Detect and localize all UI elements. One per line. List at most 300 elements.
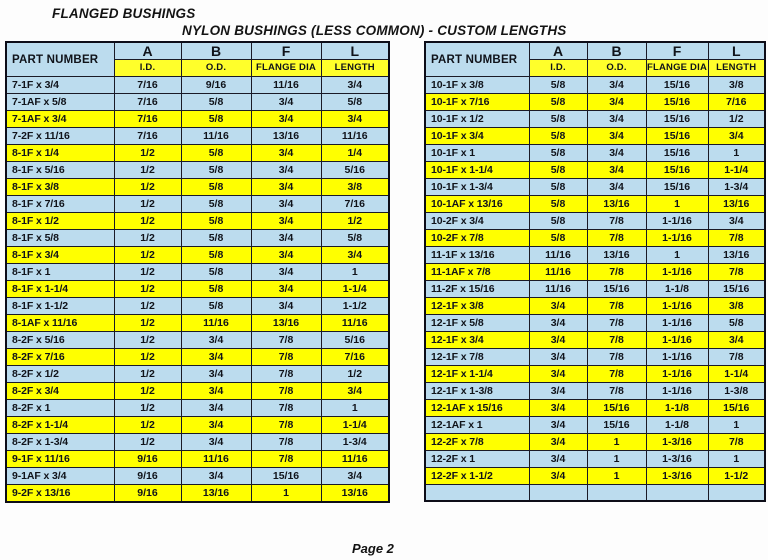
cell-part-number: 9-1F x 11/16 [6, 451, 114, 468]
header-desc-length: LENGTH [708, 60, 765, 77]
table-row [6, 349, 389, 366]
cell-id: 3/4 [529, 332, 587, 349]
cell-part-number: 8-1F x 1/2 [6, 213, 114, 230]
cell-od: 7/8 [587, 298, 646, 315]
cell-length: 7/8 [708, 349, 765, 366]
cell-part-number: 12-1F x 1-3/8 [425, 383, 529, 400]
cell-flange-dia: 1-1/16 [646, 230, 708, 247]
cell-flange-dia [646, 485, 708, 502]
cell-flange-dia: 1-1/16 [646, 383, 708, 400]
cell-part-number: 8-2F x 7/16 [6, 349, 114, 366]
cell-length: 11/16 [321, 451, 389, 468]
cell-od: 3/4 [587, 77, 646, 94]
cell-part-number: 9-1AF x 3/4 [6, 468, 114, 485]
cell-id: 1/2 [114, 366, 181, 383]
cell-od: 5/8 [181, 247, 251, 264]
cell-id: 9/16 [114, 468, 181, 485]
cell-id: 3/4 [529, 400, 587, 417]
table-row [425, 230, 765, 247]
cell-part-number: 12-1F x 3/8 [425, 298, 529, 315]
cell-part-number: 8-1F x 3/8 [6, 179, 114, 196]
cell-od: 3/4 [181, 366, 251, 383]
cell-part-number: 10-1F x 1-1/4 [425, 162, 529, 179]
cell-id: 3/4 [529, 451, 587, 468]
table-row [6, 417, 389, 434]
cell-od: 3/4 [181, 383, 251, 400]
table-header-left [6, 42, 389, 77]
header-letter-l: L [708, 42, 765, 60]
table-row [6, 485, 389, 503]
table-row [6, 128, 389, 145]
cell-length: 5/16 [321, 332, 389, 349]
cell-od: 5/8 [181, 298, 251, 315]
cell-flange-dia: 13/16 [251, 128, 321, 145]
header-letter-l: L [321, 42, 389, 60]
cell-length [708, 485, 765, 502]
header-letter-f: F [251, 42, 321, 60]
header-row-letters [425, 42, 765, 60]
table-row [6, 196, 389, 213]
cell-flange-dia: 3/4 [251, 230, 321, 247]
cell-id: 5/8 [529, 128, 587, 145]
cell-length: 3/4 [321, 468, 389, 485]
cell-flange-dia: 3/4 [251, 145, 321, 162]
cell-part-number: 12-2F x 7/8 [425, 434, 529, 451]
cell-length: 13/16 [708, 196, 765, 213]
cell-part-number: 12-1AF x 1 [425, 417, 529, 434]
cell-flange-dia: 1-1/16 [646, 315, 708, 332]
cell-id: 9/16 [114, 451, 181, 468]
cell-part-number: 12-1F x 5/8 [425, 315, 529, 332]
cell-part-number: 10-1F x 1/2 [425, 111, 529, 128]
cell-id: 1/2 [114, 213, 181, 230]
cell-length: 1/2 [708, 111, 765, 128]
header-desc-length: LENGTH [321, 60, 389, 77]
cell-flange-dia: 1-1/8 [646, 400, 708, 417]
table-row [425, 145, 765, 162]
page-title-flanged-bushings: FLANGED BUSHINGS [52, 6, 196, 21]
cell-od: 7/8 [587, 332, 646, 349]
cell-id: 3/4 [529, 349, 587, 366]
cell-part-number: 8-1F x 3/4 [6, 247, 114, 264]
cell-part-number: 8-1F x 1/4 [6, 145, 114, 162]
table-row [425, 434, 765, 451]
cell-part-number: 11-2F x 15/16 [425, 281, 529, 298]
cell-part-number: 9-2F x 13/16 [6, 485, 114, 503]
cell-length: 1-1/4 [321, 281, 389, 298]
cell-part-number: 10-1F x 3/8 [425, 77, 529, 94]
cell-part-number: 11-1F x 13/16 [425, 247, 529, 264]
cell-flange-dia: 7/8 [251, 417, 321, 434]
cell-length: 1-1/4 [321, 417, 389, 434]
cell-flange-dia: 1-1/8 [646, 281, 708, 298]
cell-length: 7/8 [708, 264, 765, 281]
cell-id: 1/2 [114, 400, 181, 417]
cell-od: 3/4 [587, 162, 646, 179]
cell-id: 5/8 [529, 77, 587, 94]
cell-flange-dia: 7/8 [251, 451, 321, 468]
cell-flange-dia: 11/16 [251, 77, 321, 94]
cell-part-number: 10-1F x 7/16 [425, 94, 529, 111]
cell-flange-dia: 3/4 [251, 298, 321, 315]
cell-part-number: 8-2F x 5/16 [6, 332, 114, 349]
cell-od: 3/4 [587, 128, 646, 145]
cell-od: 7/8 [587, 383, 646, 400]
table-row [425, 264, 765, 281]
cell-flange-dia: 3/4 [251, 247, 321, 264]
cell-flange-dia: 3/4 [251, 196, 321, 213]
cell-length: 3/4 [708, 128, 765, 145]
cell-part-number: 12-2F x 1 [425, 451, 529, 468]
cell-flange-dia: 1-3/16 [646, 451, 708, 468]
header-row-letters [6, 42, 389, 60]
cell-length: 3/8 [321, 179, 389, 196]
header-letter-b: B [587, 42, 646, 60]
cell-flange-dia: 1 [646, 247, 708, 264]
cell-id: 7/16 [114, 128, 181, 145]
cell-length: 1-1/4 [708, 366, 765, 383]
table-row [6, 400, 389, 417]
cell-flange-dia: 3/4 [251, 281, 321, 298]
table-row [425, 485, 765, 502]
cell-od: 5/8 [181, 94, 251, 111]
cell-flange-dia: 7/8 [251, 349, 321, 366]
table-row [425, 111, 765, 128]
cell-od: 13/16 [587, 247, 646, 264]
table-row [6, 298, 389, 315]
cell-length: 1-1/2 [708, 468, 765, 485]
cell-part-number: 10-1F x 3/4 [425, 128, 529, 145]
cell-length: 15/16 [708, 281, 765, 298]
cell-part-number: 8-1F x 1-1/2 [6, 298, 114, 315]
cell-flange-dia: 1-1/16 [646, 332, 708, 349]
cell-flange-dia: 15/16 [646, 179, 708, 196]
cell-part-number: 8-2F x 3/4 [6, 383, 114, 400]
cell-id: 5/8 [529, 145, 587, 162]
cell-od: 13/16 [587, 196, 646, 213]
table-row [6, 315, 389, 332]
table-row [425, 281, 765, 298]
page-subtitle-nylon-bushings: NYLON BUSHINGS (LESS COMMON) - CUSTOM LENGTHS [182, 23, 567, 38]
table-row [6, 77, 389, 94]
table-row [6, 383, 389, 400]
header-desc-flange-dia: FLANGE DIA [646, 60, 708, 77]
cell-length: 5/16 [321, 162, 389, 179]
header-letter-f: F [646, 42, 708, 60]
table-row [425, 77, 765, 94]
cell-part-number: 8-2F x 1 [6, 400, 114, 417]
cell-part-number: 8-1F x 1-1/4 [6, 281, 114, 298]
cell-od: 1 [587, 451, 646, 468]
table-row [6, 366, 389, 383]
cell-od: 11/16 [181, 128, 251, 145]
cell-id [529, 485, 587, 502]
cell-length: 7/8 [708, 230, 765, 247]
cell-od: 11/16 [181, 315, 251, 332]
cell-id: 7/16 [114, 77, 181, 94]
table-row [6, 94, 389, 111]
table-row [425, 213, 765, 230]
cell-od: 7/8 [587, 315, 646, 332]
cell-id: 5/8 [529, 179, 587, 196]
table-row [6, 213, 389, 230]
header-desc-flange-dia: FLANGE DIA [251, 60, 321, 77]
cell-id: 3/4 [529, 298, 587, 315]
cell-id: 5/8 [529, 196, 587, 213]
cell-flange-dia: 3/4 [251, 111, 321, 128]
cell-id: 1/2 [114, 349, 181, 366]
cell-length: 3/4 [321, 247, 389, 264]
cell-length: 3/8 [708, 77, 765, 94]
cell-length: 1-1/2 [321, 298, 389, 315]
cell-id: 1/2 [114, 264, 181, 281]
cell-flange-dia: 1-1/16 [646, 298, 708, 315]
cell-length: 13/16 [708, 247, 765, 264]
cell-flange-dia: 1 [251, 485, 321, 503]
table-row [425, 468, 765, 485]
table-row [425, 179, 765, 196]
cell-id: 1/2 [114, 230, 181, 247]
cell-flange-dia: 1 [646, 196, 708, 213]
cell-length: 3/4 [321, 383, 389, 400]
cell-flange-dia: 15/16 [646, 162, 708, 179]
cell-part-number: 10-1AF x 13/16 [425, 196, 529, 213]
cell-length: 1/2 [321, 213, 389, 230]
cell-part-number: 8-2F x 1-1/4 [6, 417, 114, 434]
cell-flange-dia: 7/8 [251, 383, 321, 400]
cell-part-number: 12-2F x 1-1/2 [425, 468, 529, 485]
cell-flange-dia: 3/4 [251, 179, 321, 196]
cell-od: 3/4 [181, 400, 251, 417]
cell-part-number: 10-1F x 1-3/4 [425, 179, 529, 196]
table-row [425, 315, 765, 332]
cell-flange-dia: 3/4 [251, 213, 321, 230]
bushing-table-left [5, 41, 390, 503]
cell-od: 3/4 [587, 179, 646, 196]
cell-length: 1/4 [321, 145, 389, 162]
cell-od: 3/4 [587, 111, 646, 128]
table-row [6, 468, 389, 485]
cell-length: 5/8 [321, 230, 389, 247]
cell-part-number: 12-1F x 3/4 [425, 332, 529, 349]
cell-od: 3/4 [181, 332, 251, 349]
cell-od: 5/8 [181, 179, 251, 196]
cell-od: 5/8 [181, 281, 251, 298]
cell-od: 5/8 [181, 145, 251, 162]
cell-flange-dia: 1-1/16 [646, 264, 708, 281]
cell-id: 3/4 [529, 366, 587, 383]
header-letter-a: A [114, 42, 181, 60]
cell-part-number: 10-2F x 3/4 [425, 213, 529, 230]
cell-flange-dia: 15/16 [646, 94, 708, 111]
header-desc-id: I.D. [529, 60, 587, 77]
table-body-left [6, 77, 389, 503]
cell-part-number: 10-2F x 7/8 [425, 230, 529, 247]
cell-od: 15/16 [587, 281, 646, 298]
cell-length: 7/16 [708, 94, 765, 111]
cell-part-number: 8-1F x 5/16 [6, 162, 114, 179]
cell-length: 15/16 [708, 400, 765, 417]
table-row [6, 281, 389, 298]
cell-length: 3/4 [321, 111, 389, 128]
cell-od: 15/16 [587, 400, 646, 417]
cell-flange-dia: 15/16 [251, 468, 321, 485]
table-row [425, 451, 765, 468]
cell-part-number: 8-1F x 7/16 [6, 196, 114, 213]
cell-od: 7/8 [587, 349, 646, 366]
cell-id: 5/8 [529, 230, 587, 247]
cell-flange-dia: 7/8 [251, 366, 321, 383]
table-body-right [425, 77, 765, 502]
cell-part-number: 10-1F x 1 [425, 145, 529, 162]
table-row [6, 230, 389, 247]
cell-flange-dia: 3/4 [251, 264, 321, 281]
cell-id: 3/4 [529, 315, 587, 332]
table-row [425, 128, 765, 145]
cell-od: 7/8 [587, 264, 646, 281]
cell-length: 1/2 [321, 366, 389, 383]
cell-id: 7/16 [114, 111, 181, 128]
cell-length: 3/8 [708, 298, 765, 315]
right-table-container [424, 41, 764, 502]
cell-id: 1/2 [114, 281, 181, 298]
header-desc-od: O.D. [181, 60, 251, 77]
table-row [6, 162, 389, 179]
cell-id: 11/16 [529, 281, 587, 298]
cell-id: 5/8 [529, 213, 587, 230]
cell-id: 7/16 [114, 94, 181, 111]
header-letter-b: B [181, 42, 251, 60]
table-row [6, 247, 389, 264]
cell-od: 5/8 [181, 111, 251, 128]
cell-length: 11/16 [321, 315, 389, 332]
table-row [425, 298, 765, 315]
cell-length: 1 [321, 400, 389, 417]
cell-id: 1/2 [114, 179, 181, 196]
cell-flange-dia: 15/16 [646, 145, 708, 162]
cell-id: 3/4 [529, 434, 587, 451]
table-row [6, 145, 389, 162]
cell-length: 3/4 [321, 77, 389, 94]
cell-od: 3/4 [587, 145, 646, 162]
cell-id: 9/16 [114, 485, 181, 503]
cell-part-number: 11-1AF x 7/8 [425, 264, 529, 281]
table-row [6, 264, 389, 281]
cell-flange-dia: 15/16 [646, 77, 708, 94]
cell-od: 7/8 [587, 366, 646, 383]
cell-part-number: 8-2F x 1/2 [6, 366, 114, 383]
cell-id: 3/4 [529, 468, 587, 485]
cell-id: 1/2 [114, 298, 181, 315]
header-part-number: PART NUMBER [425, 42, 529, 77]
cell-od: 5/8 [181, 264, 251, 281]
cell-id: 5/8 [529, 162, 587, 179]
cell-od: 3/4 [587, 94, 646, 111]
cell-length: 1-1/4 [708, 162, 765, 179]
cell-id: 11/16 [529, 247, 587, 264]
cell-id: 1/2 [114, 417, 181, 434]
cell-part-number: 7-1F x 3/4 [6, 77, 114, 94]
table-header-right [425, 42, 765, 77]
cell-length: 1-3/4 [708, 179, 765, 196]
cell-flange-dia: 1-3/16 [646, 468, 708, 485]
cell-flange-dia: 7/8 [251, 400, 321, 417]
cell-flange-dia: 13/16 [251, 315, 321, 332]
left-table-container [5, 41, 388, 503]
cell-part-number: 12-1F x 1-1/4 [425, 366, 529, 383]
header-letter-a: A [529, 42, 587, 60]
cell-part-number: 8-1AF x 11/16 [6, 315, 114, 332]
cell-length: 13/16 [321, 485, 389, 503]
cell-part-number: 7-1AF x 5/8 [6, 94, 114, 111]
cell-length: 3/4 [708, 332, 765, 349]
cell-part-number: 8-1F x 1 [6, 264, 114, 281]
cell-od: 15/16 [587, 417, 646, 434]
cell-od: 1 [587, 468, 646, 485]
cell-part-number: 7-1AF x 3/4 [6, 111, 114, 128]
cell-od: 3/4 [181, 349, 251, 366]
cell-flange-dia: 1-1/16 [646, 213, 708, 230]
cell-length: 7/8 [708, 434, 765, 451]
cell-flange-dia: 15/16 [646, 128, 708, 145]
cell-id: 1/2 [114, 332, 181, 349]
cell-id: 5/8 [529, 94, 587, 111]
table-row [6, 111, 389, 128]
cell-length: 1 [321, 264, 389, 281]
cell-length: 5/8 [708, 315, 765, 332]
table-row [425, 247, 765, 264]
cell-id: 1/2 [114, 162, 181, 179]
cell-length: 1-3/8 [708, 383, 765, 400]
table-row [6, 434, 389, 451]
cell-length: 1 [708, 145, 765, 162]
cell-id: 11/16 [529, 264, 587, 281]
cell-length: 7/16 [321, 196, 389, 213]
table-row [6, 451, 389, 468]
cell-id: 3/4 [529, 383, 587, 400]
cell-part-number [425, 485, 529, 502]
cell-id: 1/2 [114, 315, 181, 332]
cell-part-number: 7-2F x 11/16 [6, 128, 114, 145]
table-row [425, 383, 765, 400]
cell-length: 3/4 [708, 213, 765, 230]
cell-od: 3/4 [181, 434, 251, 451]
cell-od: 11/16 [181, 451, 251, 468]
table-row [6, 332, 389, 349]
cell-length: 1-3/4 [321, 434, 389, 451]
bushing-table-right [424, 41, 766, 502]
cell-id: 1/2 [114, 434, 181, 451]
table-row [425, 366, 765, 383]
header-desc-id: I.D. [114, 60, 181, 77]
table-row [425, 196, 765, 213]
cell-id: 1/2 [114, 145, 181, 162]
cell-od: 3/4 [181, 417, 251, 434]
table-row [425, 332, 765, 349]
cell-length: 7/16 [321, 349, 389, 366]
table-row [425, 94, 765, 111]
cell-id: 1/2 [114, 383, 181, 400]
cell-id: 5/8 [529, 111, 587, 128]
cell-length: 1 [708, 417, 765, 434]
cell-od: 5/8 [181, 213, 251, 230]
header-part-number: PART NUMBER [6, 42, 114, 77]
cell-od: 5/8 [181, 196, 251, 213]
cell-length: 11/16 [321, 128, 389, 145]
cell-od [587, 485, 646, 502]
cell-flange-dia: 1-1/8 [646, 417, 708, 434]
cell-flange-dia: 7/8 [251, 434, 321, 451]
